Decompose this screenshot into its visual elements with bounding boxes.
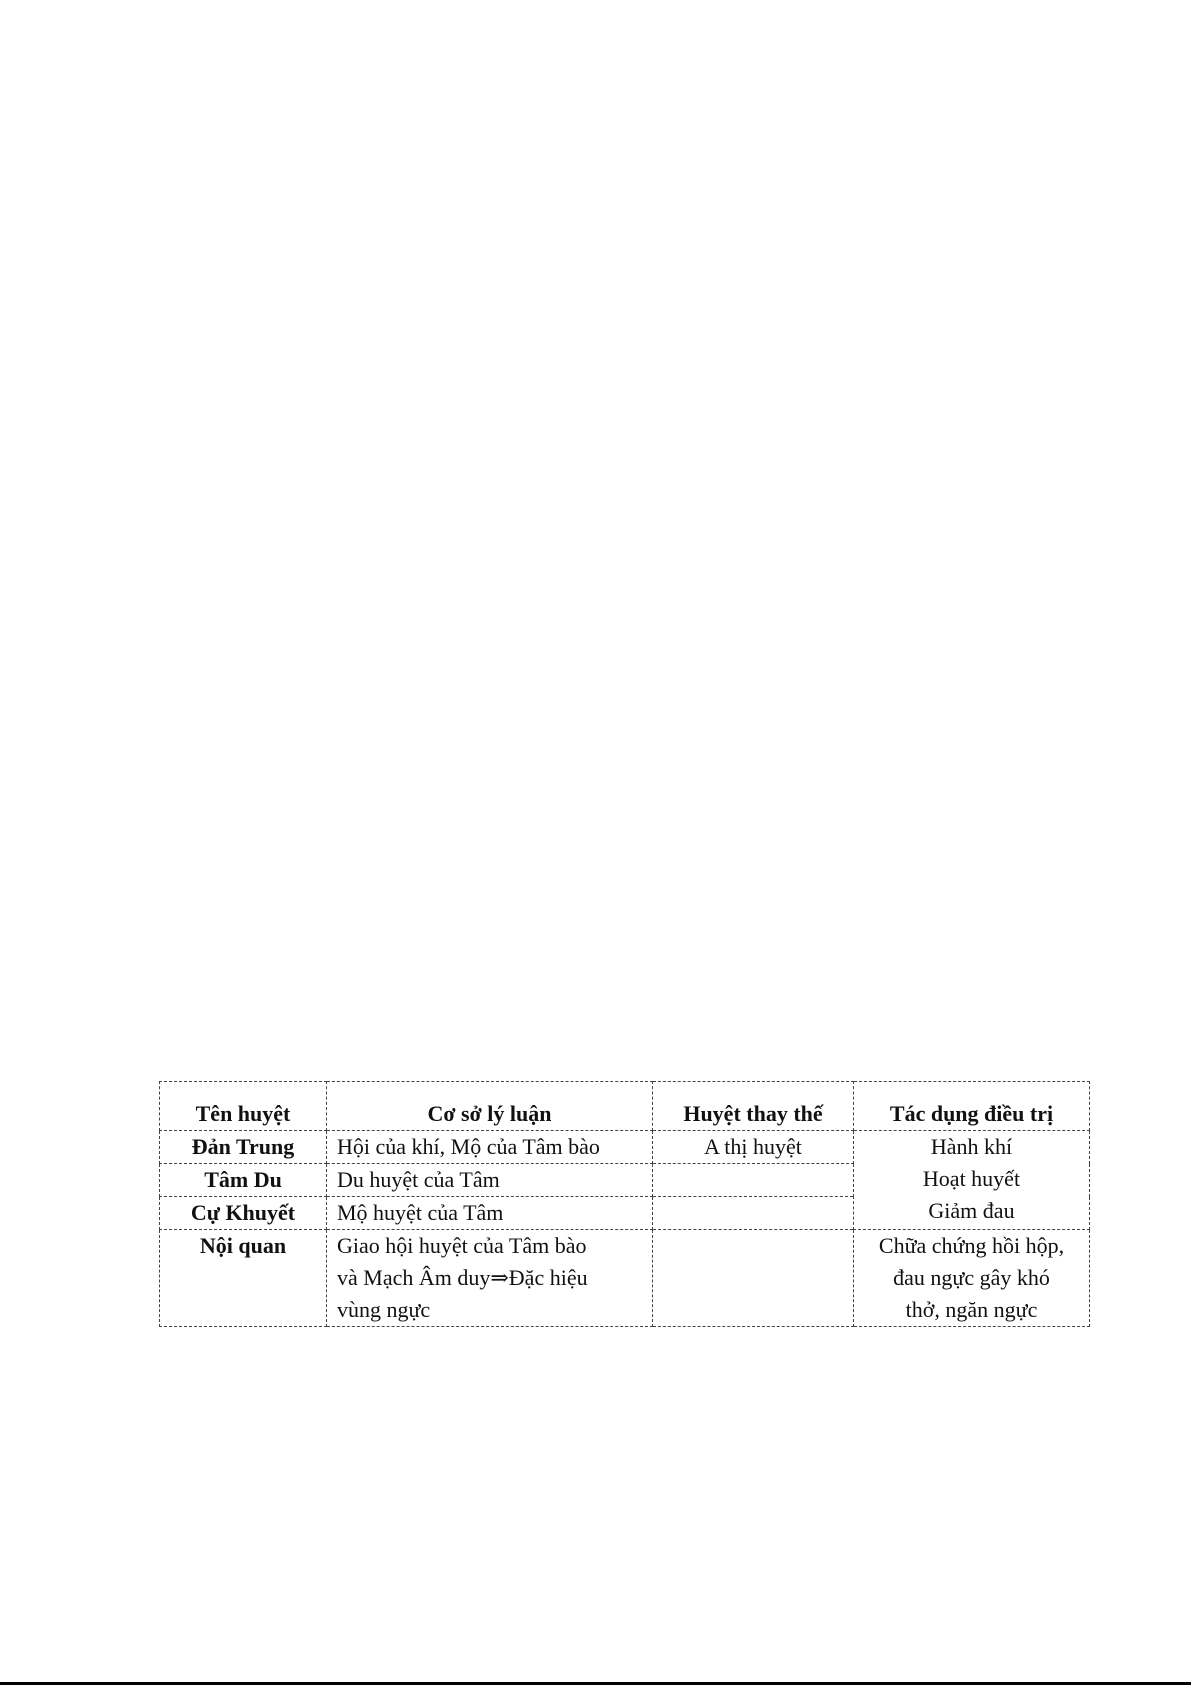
header-alternative-point: Huyệt thay thế [653, 1082, 854, 1131]
point-name: Đản Trung [160, 1131, 327, 1164]
shared-effect-cell [854, 1131, 1090, 1230]
point-basis: Mộ huyệt của Tâm [327, 1197, 653, 1230]
effect-line: Giảm đau [928, 1198, 1015, 1223]
basis-line: và Mạch Âm duy⇒Đặc hiệu [337, 1265, 588, 1290]
table-row [160, 1230, 1090, 1327]
point-effect [854, 1230, 1090, 1327]
acupoint-table [159, 1081, 1090, 1327]
header-theoretical-basis: Cơ sở lý luận [327, 1082, 653, 1131]
basis-line: vùng ngực [337, 1297, 431, 1322]
header-therapeutic-effect: Tác dụng điều trị [854, 1082, 1090, 1131]
effect-line: đau ngực gây khó [893, 1265, 1050, 1290]
header-point-name: Tên huyệt [160, 1082, 327, 1131]
point-name: Tâm Du [160, 1164, 327, 1197]
alternative-point [653, 1164, 854, 1197]
effect-line: thở, ngăn ngực [905, 1297, 1038, 1322]
point-name: Cự Khuyết [160, 1197, 327, 1230]
effect-line: Hoạt huyết [922, 1166, 1021, 1191]
table-header-row [160, 1082, 1090, 1131]
point-basis [327, 1230, 653, 1327]
alternative-point [653, 1197, 854, 1230]
point-name: Nội quan [160, 1230, 327, 1327]
alternative-point [653, 1230, 854, 1327]
table-row [160, 1131, 1090, 1164]
point-basis: Hội của khí, Mộ của Tâm bào [327, 1131, 653, 1164]
alternative-point: A thị huyệt [653, 1131, 854, 1164]
effect-line: Hành khí [930, 1134, 1013, 1159]
effect-line: Chữa chứng hồi hộp, [878, 1233, 1065, 1258]
point-basis: Du huyệt của Tâm [327, 1164, 653, 1197]
basis-line: Giao hội huyệt của Tâm bào [337, 1233, 587, 1258]
